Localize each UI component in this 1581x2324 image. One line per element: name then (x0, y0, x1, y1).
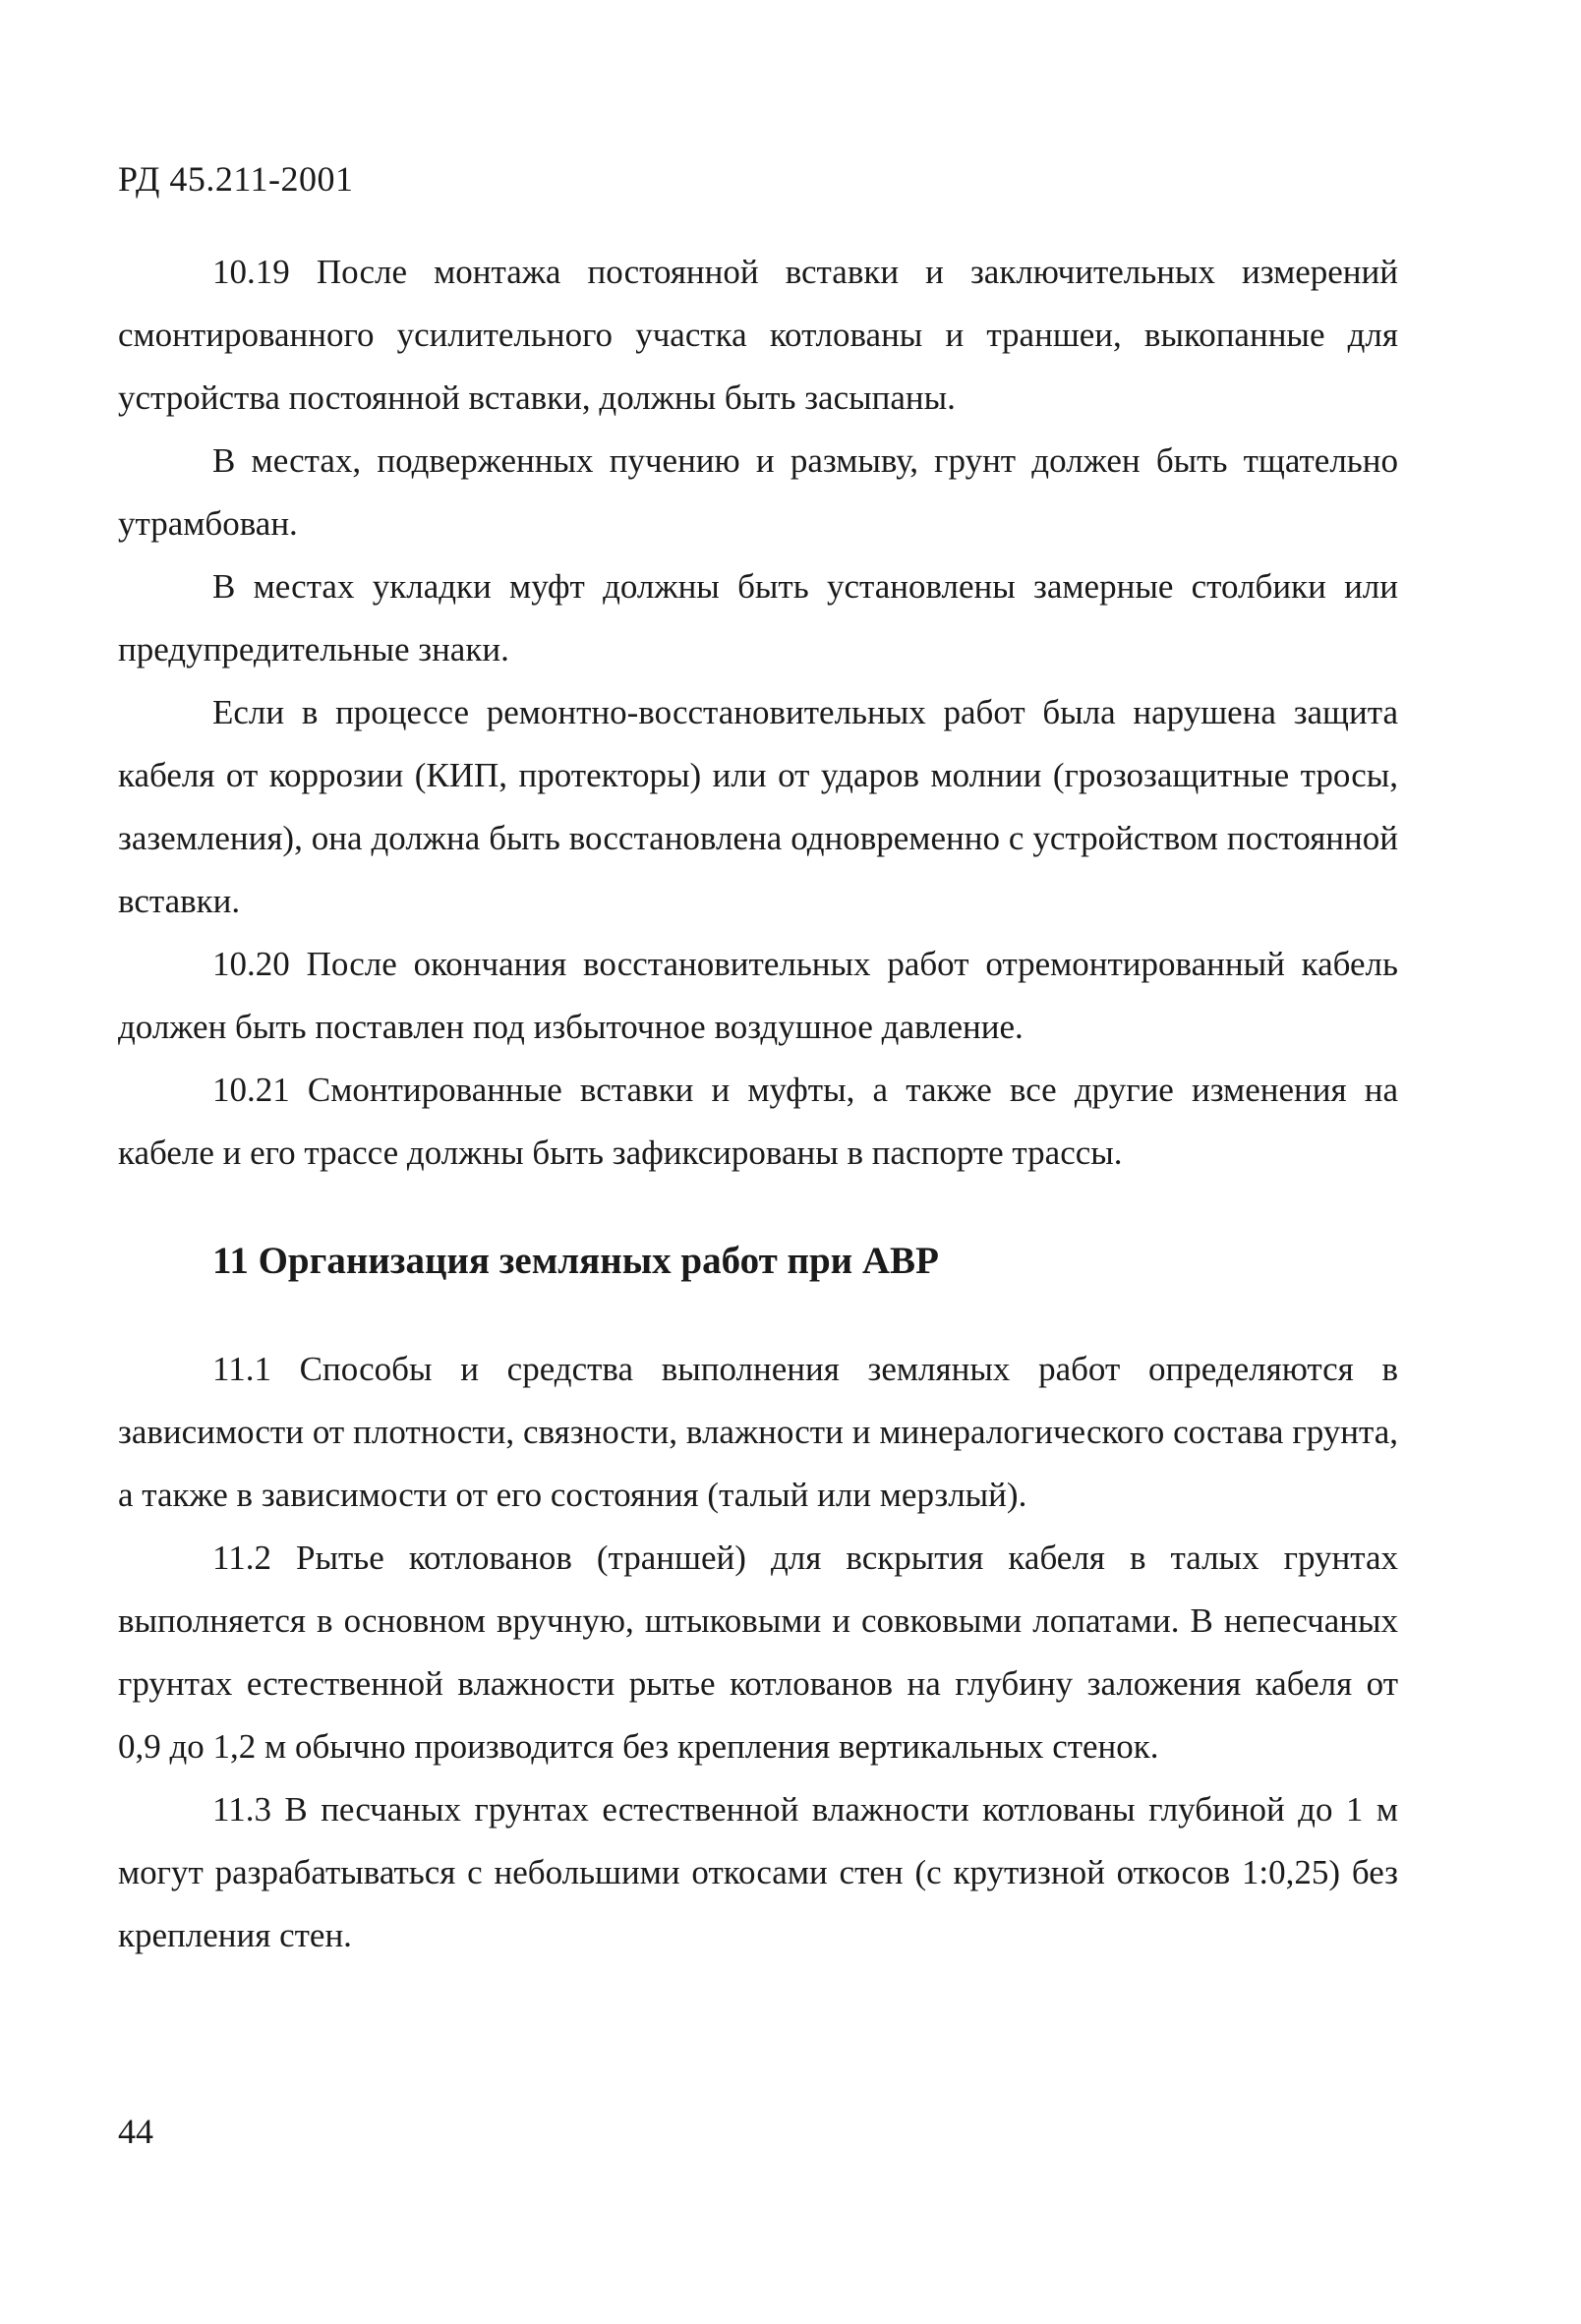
paragraph-10-21: 10.21 Смонтированные вставки и муфты, а также все другие изменения на кабеле и его трассе должны быть зафиксированы в паспорте трассы. (118, 1071, 1398, 1172)
paragraph-corrosion-protection: Если в процессе ремонтно-восстановительных работ была нарушена защита кабеля от коррозии (КИП, протекторы) или от ударов молнии (грозозащитные тросы, заземления), она должна быть восстановлена одновременно с устройством постоянной вставки. (118, 693, 1398, 920)
paragraph-11-1: 11.1 Способы и средства выполнения земляных работ определяются в зависимости от плотности, связности, влажности и минералогического состава грунта, а также в зависимости от его состояния (талый или мерзлый). (118, 1350, 1398, 1514)
paragraph-11-2: 11.2 Рытье котлованов (траншей) для вскрытия кабеля в талых грунтах выполняется в основном вручную, штыковыми и совковыми лопатами. В непесчаных грунтах естественной влажности рытье котлованов на глубину заложения кабеля от 0,9 до 1,2 м обычно производится без крепления вертикальных стенок. (118, 1539, 1398, 1766)
page-number: 44 (118, 2112, 153, 2151)
paragraph-10-20: 10.20 После окончания восстановительных работ отремонтированный кабель должен быть поставлен под избыточное воздушное давление. (118, 945, 1398, 1046)
paragraph-10-19: 10.19 После монтажа постоянной вставки и заключительных измерений смонтированного усилительного участка котлованы и траншеи, выкопанные для устройства постоянной вставки, должны быть засыпаны. (118, 253, 1398, 417)
document-body (118, 241, 1398, 1967)
section-heading: 11 Организация земляных работ при АВР (212, 1240, 939, 1282)
document-code: РД 45.211-2001 (118, 159, 354, 199)
paragraph-11-3: 11.3 В песчаных грунтах естественной влажности котлованы глубиной до 1 м могут разрабатываться с небольшими откосами стен (с крутизной откосов 1:0,25) без крепления стен. (118, 1790, 1398, 1954)
paragraph-heaving: В местах, подверженных пучению и размыву, грунт должен быть тщательно утрамбован. (118, 441, 1398, 543)
paragraph-markers: В местах укладки муфт должны быть установлены замерные столбики или предупредительные знаки. (118, 567, 1398, 668)
